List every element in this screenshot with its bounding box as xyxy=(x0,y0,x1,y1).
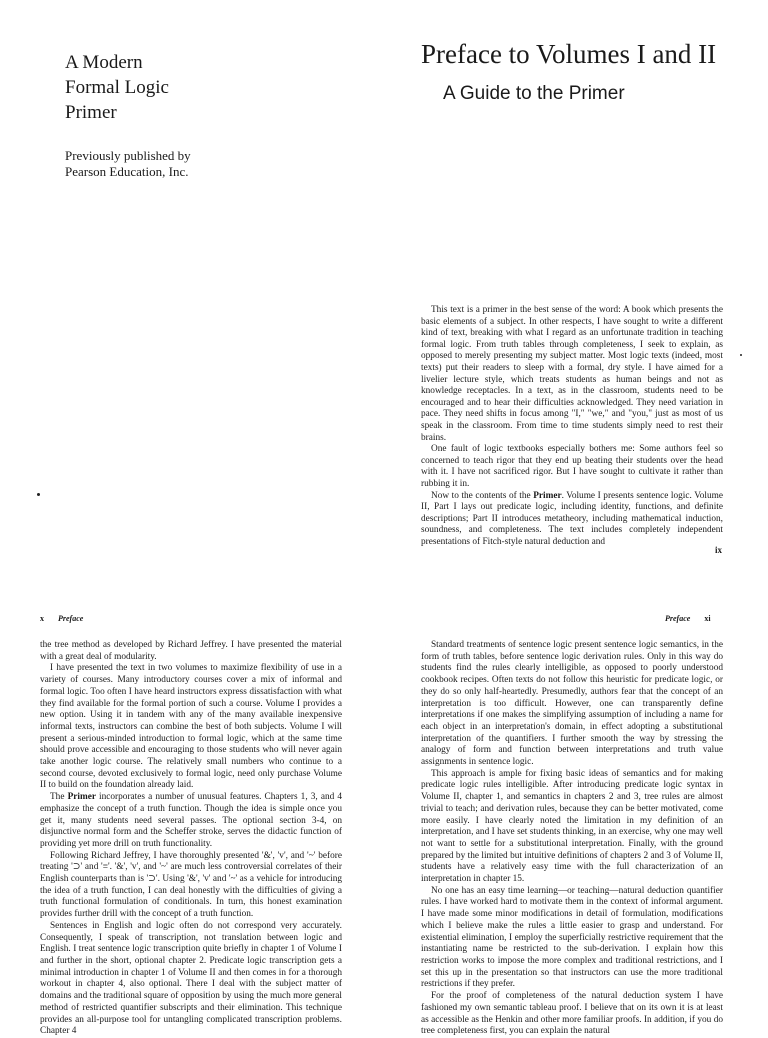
paragraph xyxy=(40,792,342,851)
paragraph: I have presented the text in two volumes to maximize flexibility of use in a variety of courses. Many introductory courses cover a mix of informal and formal logic. Too often I have heard instructors express dissatisfaction with what they find available for the formal portion of such a course. Volume I provides a new option. Using it in tandem with any of the many available inexpensive informal texts, instructors can combine the best of both subjects. Volume I will present a serious-minded introduction to formal logic, which at the same time should prove accessible and encouraging to those students who will never again take another logic course. The relatively small numbers who continue to a second course, devoted exclusively to formal logic, need only purchase Volume II to build on the foundation already laid. xyxy=(40,663,342,791)
page-number: xi xyxy=(704,614,711,623)
paragraph: Sentences in English and logic often do not correspond very accurately. Consequently, I speak of transcription, not translation between logic and English. I treat sentence logic transcription quite briefly in chapter 1 of Volume I and further in the short, optional chapter 2. Predicate logic transcription gets a minimal introduction in chapter 1 of Volume II and then comes in for a thorough workout in chapter 4, also optional. There I deal with the subject matter of domains and the traditional square of opposition by using the much more general method of restricted quantifier subscripts and their elimination. This technique provides an all-purpose tool for untangling complicated transcription problems. Chapter 4 xyxy=(40,920,342,1037)
paragraph: Following Richard Jeffrey, I have thoroughly presented '&', 'v', and '~' before treating '⊃' and '≡'. '&', 'v', and '~' are much less controversial correlates of their English counterparts than is '⊃'. Using '&', 'v' and '~' as a vehicle for introducing the idea of a truth function, I can deal honestly with the difficulties of giving a truth functional formulation of conditionals. In turn, this honest examination provides further drill with the concept of a truth function. xyxy=(40,850,342,920)
book-title-line: Formal Logic xyxy=(65,77,169,98)
text-run: . Volume I presents sentence logic. Volume II, Part I lays out predicate logic, including identity, functions, and definite descriptions; Part II introduces metatheory, including mathematical induction, soundness, and completeness. The text includes completely independent presentations of Fitch-style natural deduction and xyxy=(421,490,723,547)
page-x-body xyxy=(40,640,343,1037)
running-head-text: Preface xyxy=(665,614,691,623)
running-head-right xyxy=(665,614,711,623)
text-run: Now to the contents of the xyxy=(431,490,534,501)
paragraph: This text is a primer in the best sense of the word: A book which presents the basic elements of a subject. In other respects, I have sought to write a different kind of text, breaking with what I regard as an unfortunate tradition in teaching formal logic. From truth tables through completeness, I seek to explain, as opposed to merely presenting my subject matter. Most logic texts (indeed, most texts) put their readers to sleep with a formal, dry style. I have aimed for a livelier lecture style, which treats students as human beings and not as knowledge receptacles. In a text, as in the classroom, students need to be encouraged and to hear their difficulties acknowledged. They need variation in pace. They need shifts in focus among "I," "we," and "you," just as most of us speak in the classroom. From time to time students simply need to rest their brains. xyxy=(421,305,723,443)
edge-mark xyxy=(37,493,40,496)
publisher-note xyxy=(65,148,285,180)
preface-body xyxy=(421,305,723,548)
primer-term: Primer xyxy=(533,490,562,501)
publisher-line: Previously published by xyxy=(65,148,191,163)
paragraph: This approach is ample for fixing basic ideas of semantics and for making predicate logic rules intelligible. After introducing predicate logic syntax in Volume II, chapter 1, and semantics in chapters 2 and 3, tree rules are almost trivial to teach; and derivation rules, because they can be better motivated, come more easily. I have clearly noted the limitation in my definition of an interpretation, and I have set students thinking, in an exercise, why one may well not want to settle for a substitutional interpretation. Finally, with the ground prepared by the limited but intuitive definitions of chapters 2 and 3 of Volume II, students have a relatively easy time with the full characterization of an interpretation in chapter 15. xyxy=(421,768,723,885)
paragraph: No one has an easy time learning—or teaching—natural deduction quantifier rules. I have worked hard to motivate them in the context of informal argument. I have made some minor modifications in detail of formulation, modifications which I believe make the rules a little easier to grasp and understand. For existential elimination, I employ the superficially restrictive requirement that the instantiating name be restricted to the sub-derivation. I explain how this restriction works to impose the more complex and traditional restrictions, and I set this up in the presentation so that instructors can use the more traditional restrictions if they prefer. xyxy=(421,885,723,990)
preface-subtitle: A Guide to the Primer xyxy=(443,83,625,104)
publisher-line: Pearson Education, Inc. xyxy=(65,164,189,179)
paragraph: One fault of logic textbooks especially bothers me: Some authors feel so concerned to teach rigor that they end up beating their students over the head with it. I have not sacrificed rigor. But I have sought to cultivate it rather than rubbing it in. xyxy=(421,444,723,489)
preface-title: Preface to Volumes I and II xyxy=(421,39,717,69)
text-run: The xyxy=(50,792,68,803)
book-title xyxy=(65,50,265,125)
page-number: x xyxy=(40,614,44,623)
paragraph: For the proof of completeness of the natural deduction system I have fashioned my own semantic tableau proof. I believe that on its own it is at least as accessible as the Henkin and other more familiar proofs. In addition, if you do tree completeness first, you can explain the natural xyxy=(421,991,723,1037)
text-run: incorporates a number of unusual features. Chapters 1, 3, and 4 emphasize the concept of a truth function. Though the idea is simple once you get it, many students need several passes. The optional section 3-4, on disjunctive normal form and the Scheffer stroke, serves the didactic function of providing yet more drill on truth functionality. xyxy=(40,792,343,849)
running-head-text: Preface xyxy=(58,614,84,623)
page-number: ix xyxy=(715,545,723,555)
page-xi-body xyxy=(421,640,723,1037)
book-title-line: A Modern xyxy=(65,52,143,73)
primer-term: Primer xyxy=(67,792,96,803)
paragraph: Standard treatments of sentence logic present sentence logic semantics, in the form of truth tables, before sentence logic derivation rules. Only in this way do students find the rules clearly intelligible, as opposed to poorly understood cookbook recipes. Often texts do not follow this heuristic for predicate logic, or they do so only half-heartedly. Presumedly, authors fear that the concept of an interpretation is too difficult. However, one can transparently define interpretations if one makes the simplifying assumption of including a name for each object in an interpretation's domain, in effect adopting a substitutional interpretation of the quantifiers. I further smooth the way by stressing the analogy of form and function between interpretations and truth value assignments in sentence logic. xyxy=(421,640,723,768)
edge-mark xyxy=(740,354,742,356)
paragraph xyxy=(421,491,723,549)
running-head-left xyxy=(40,614,83,623)
book-title-line: Primer xyxy=(65,102,117,123)
paragraph: the tree method as developed by Richard Jeffrey. I have presented the material with a great deal of modularity. xyxy=(40,640,342,662)
